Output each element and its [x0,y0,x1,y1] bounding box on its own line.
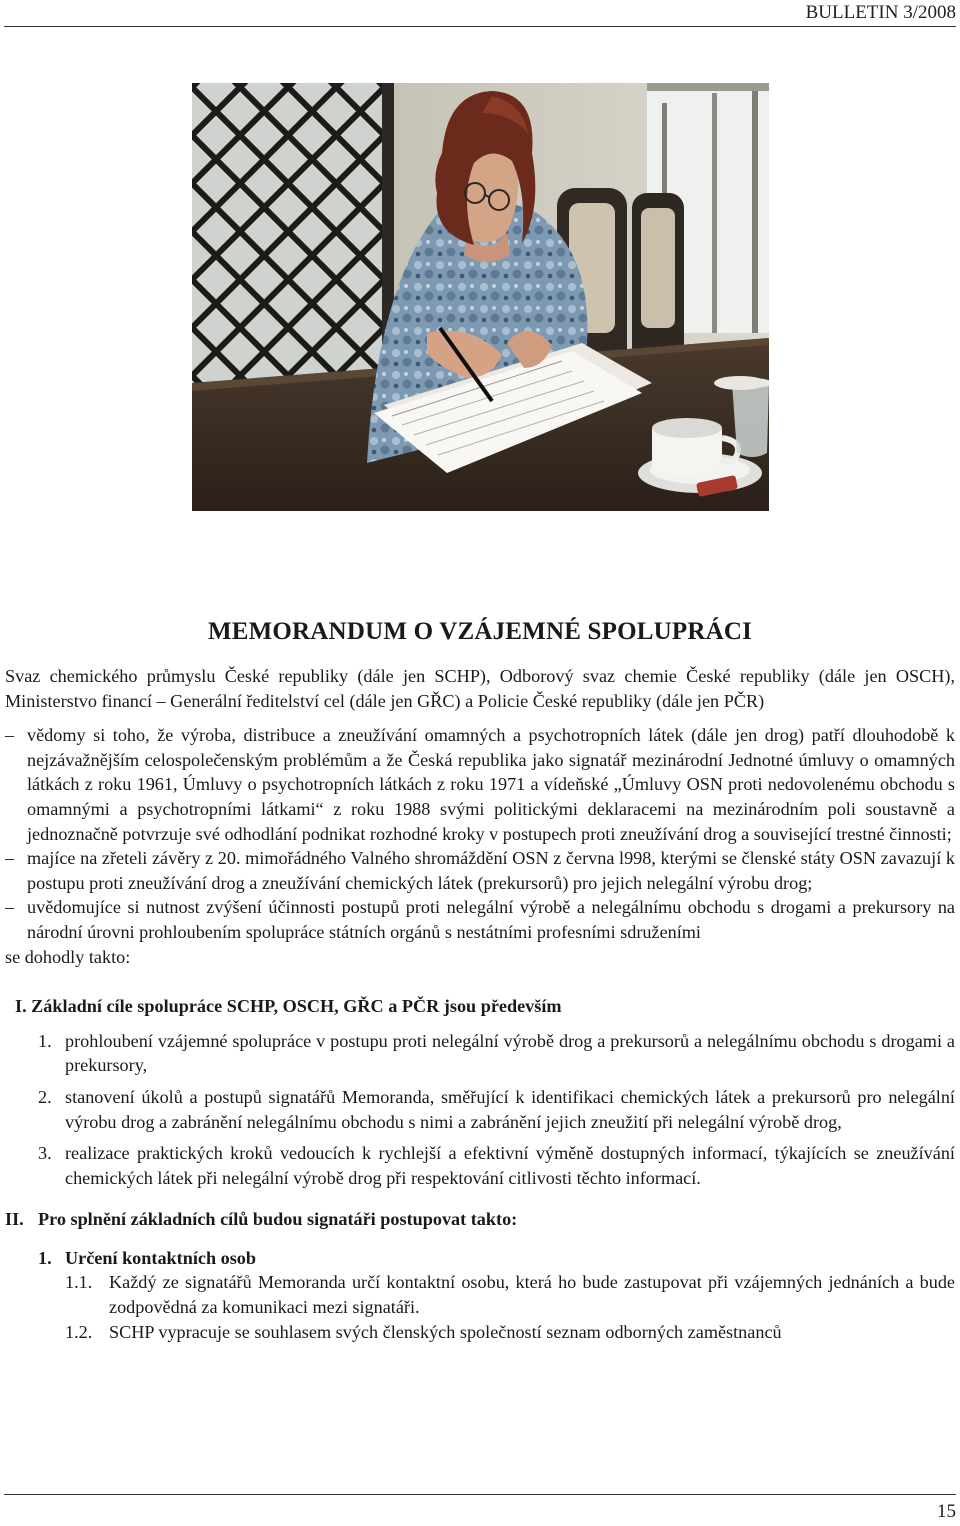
section-number: II. [5,1209,24,1230]
section-title: Pro splnění základních cílů budou signatáři postupovat takto: [38,1209,518,1230]
list-item [38,1029,955,1078]
list-item [5,846,955,895]
intro-paragraph: Svaz chemického průmyslu České republiky (dále jen SCHP), Odborový svaz chemie České republiky (dále jen OSCH), Ministerstvo financí – Generální ředitelství cel (dále jen GŘC) a Policie České republiky (dále jen PČR) [5,666,955,711]
dash-text: vědomy si toho, že výroba, distribuce a zneužívání omamných a psychotropních látek (dále jen drog) patří dlouhodobě k nejzávažnějším celospolečenským problémům a že Česká republika jako signatář mezinárodní Jednotné úmluvy o omamných látkách z roku 1961, Úmluvy o psychotropních látkách z roku 1971 a vídeňské „Úmluvy OSN proti nedovolenému obchodu s omamnými a psychotropními látkami“ z roku 1988 svými politickými deklaracemi na mezinárodním poli soustavně a jednoznačně potvrzuje své odhodlání podnikat rozhodné kroky v postupech proti zneužívání drog a související trestné činnosti; [27,725,955,844]
item-number: 2. [38,1086,52,1107]
item-text: prohloubení vzájemné spolupráce v postupu proti nelegální výrobě drog a prekursorů a nelegálnímu obchodu s drogami a prekursory, [65,1030,955,1076]
list-item [38,1141,955,1190]
agreement-line: se dohodly takto: [5,946,131,967]
dash-text: uvědomujíce si nutnost zvýšení účinnosti postupů proti nelegální výrobě a nelegálnímu obchodu s drogami a prekursory na národní úrovni prohloubením spolupráce státních orgánů s nestátními profesními sdruženími [27,897,955,942]
item-number: 1.1. [65,1272,93,1293]
item-number: 1. [38,1030,52,1051]
item-text: Každý ze signatářů Memoranda určí kontaktní osobu, která ho bude zastupovat při vzájemných jednáních a bude zodpovědná za komunikaci mezi signatáři. [109,1272,955,1318]
signing-photo [192,83,769,511]
dash-marker: – [5,897,15,918]
page-number: 15 [937,1501,956,1522]
dash-text: majíce na zřeteli závěry z 20. mimořádného Valného shromáždění OSN z června l998, kterými se členské státy OSN zavazují k postupu proti zneužívání drog a zneužívání chemických látek (prekursorů) pro jejich nelegální výrobu drog; [27,848,955,893]
list-item [5,895,955,944]
list-item [5,723,955,846]
document-title: MEMORANDUM O VZÁJEMNÉ SPOLUPRÁCI [207,618,753,645]
dash-marker: – [5,725,15,746]
item-text: stanovení úkolů a postupů signatářů Memoranda, směřující k identifikaci chemických látek a prekursorů pro nelegální výrobu drog a zabránění nelegálnímu obchodu s nimi a zabránění jejich zneužití při nelegální výrobě drog, [65,1086,955,1132]
header-rule [4,26,956,27]
memorandum-body [5,664,955,1344]
list-item [65,1270,955,1319]
item-text: realizace praktických kroků vedoucích k rychlejší a efektivní výměně dostupných informací, týkajících se zneužívání chemických látek při nelegální výrobě drog při respektování citlivosti těchto informací. [65,1143,955,1188]
footer-rule [4,1494,956,1495]
dash-marker: – [5,848,15,869]
list-item [38,1085,955,1134]
section-heading-1: I. Základní cíle spolupráce SCHP, OSCH, GŘC a PČR jsou především [15,996,562,1017]
item-text: SCHP vypracuje se souhlasem svých členských společností seznam odborných zaměstnanců [109,1321,782,1342]
item-number: 1.2. [65,1321,93,1342]
subsection-number: 1. [38,1247,52,1268]
subsection-title: Určení kontaktních osob [65,1247,256,1268]
section-heading-2 [5,1207,955,1232]
item-number: 3. [38,1143,52,1164]
list-item [65,1320,955,1345]
running-header: BULLETIN 3/2008 [805,2,956,23]
subsection-heading [5,1246,955,1271]
